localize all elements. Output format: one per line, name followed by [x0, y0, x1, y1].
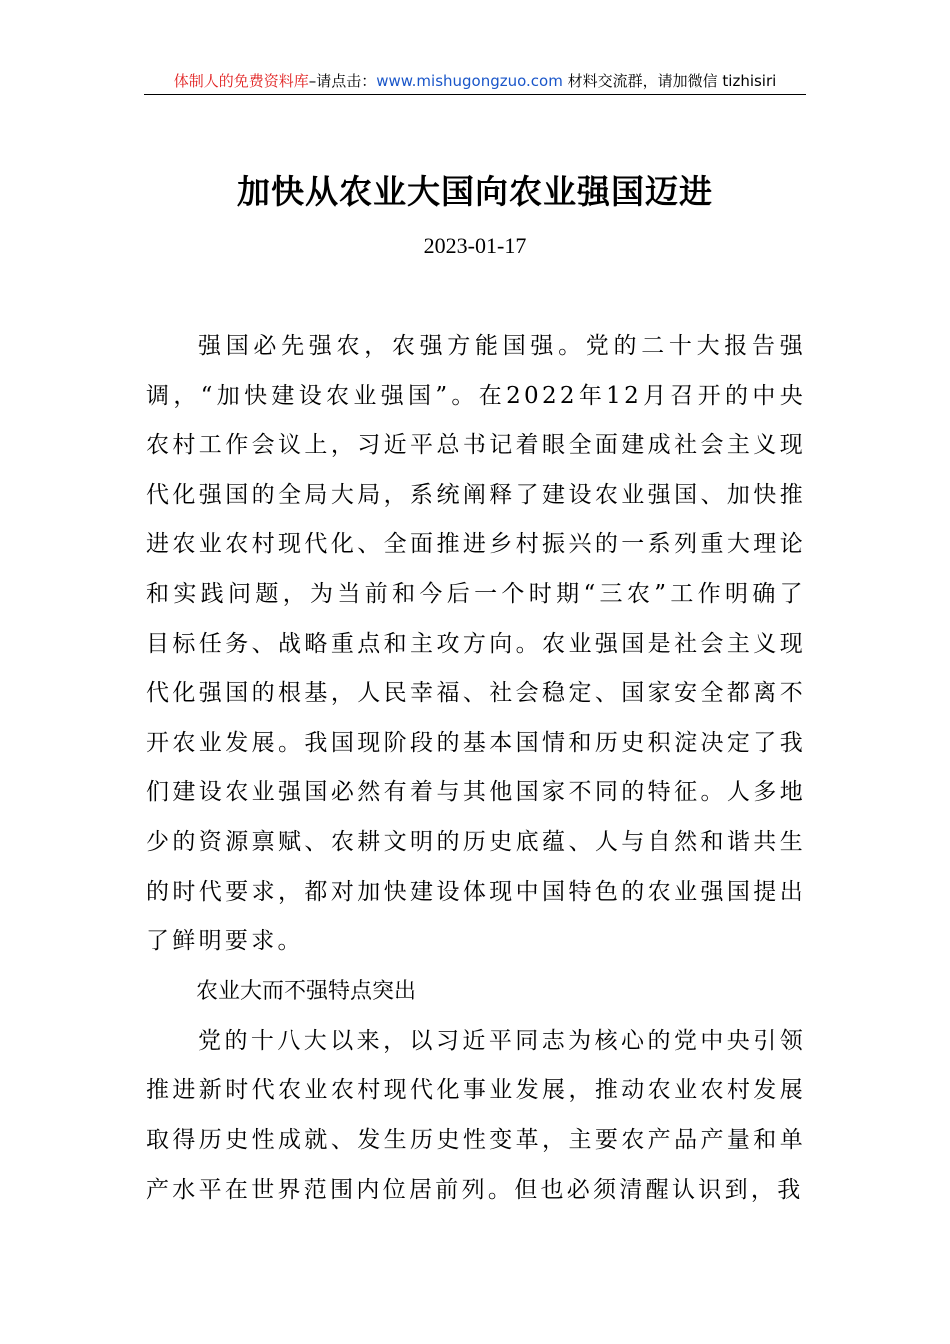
- paragraph-section-1: 党的十八大以来，以习近平同志为核心的党中央引领推进新时代农业农村现代化事业发展，推动农业农村发展取得历史性成就、发生历史性变革，主要农产品产量和单产水平在世界范围内位居前列。但也必须清醒认识到，我: [146, 1027, 806, 1203]
- section-heading: 农业大而不强特点突出: [196, 978, 417, 1004]
- article-date: 2023-01-17: [423, 233, 527, 258]
- header-brand: 体制人的免费资料库: [173, 72, 309, 90]
- header-website-link[interactable]: www.mishugongzuo.com: [376, 72, 563, 90]
- page-header: [144, 70, 806, 95]
- header-contact-text: 材料交流群，请加微信 tizhisiri: [562, 72, 777, 90]
- paragraph-intro: 强国必先强农，农强方能国强。党的二十大报告强调，“加快建设农业强国”。在2022年12月召开的中央农村工作会议上，习近平总书记着眼全面建成社会主义现代化强国的全局大局，系统阐释了建设农业强国、加快推进农业农村现代化、全面推进乡村振兴的一系列重大理论和实践问题，为当前和今后一个时期“三农”工作明确了目标任务、战略重点和主攻方向。农业强国是社会主义现代化强国的根基，人民幸福、社会稳定、国家安全都离不开农业发展。我国现阶段的基本国情和历史积淀决定了我们建设农业强国必然有着与其他国家不同的特征。人多地少的资源禀赋、农耕文明的历史底蕴、人与自然和谐共生的时代要求，都对加快建设体现中国特色的农业强国提出了鲜明要求。: [146, 333, 806, 955]
- header-prompt: –请点击：: [308, 72, 377, 90]
- article-title: 加快从农业大国向农业强国迈进: [237, 172, 713, 211]
- article-body: [146, 322, 806, 1215]
